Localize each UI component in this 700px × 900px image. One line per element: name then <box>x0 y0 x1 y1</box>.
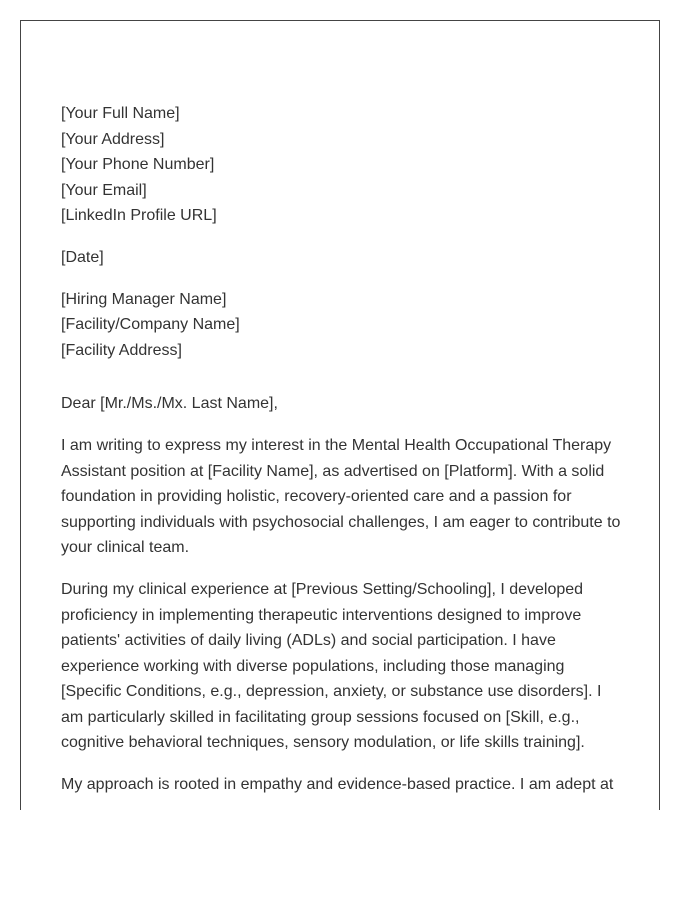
recipient-company: [Facility/Company Name] <box>61 316 240 334</box>
recipient-address: [Facility Address] <box>61 341 182 359</box>
sender-name: [Your Full Name] <box>61 105 180 122</box>
body-paragraph-2: During my clinical experience at [Previous Setting/Schooling], I developed proficiency in implementing therapeutic interventions designed to improve patients' activities of daily living (ADLs) and social participation. I have experience working with diverse populations, including those managing [Specific Conditions, e.g., depression, anxiety, or substance use disorders]. I am particularly skilled in facilitating group sessions focused on [Skill, e.g., cognitive behavioral techniques, sensory modulation, or life skills training]. <box>61 580 602 752</box>
body-paragraph-1: I am writing to express my interest in the Mental Health Occupational Therapy Assistant position at [Facility Name], as advertised on [Platform]. With a solid foundation in providing holistic, recovery-oriented care and a passion for supporting individuals with psychosocial challenges, I am eager to contribute to your clinical team. <box>61 436 621 557</box>
body-paragraph-3: My approach is rooted in empathy and evidence-based practice. I am adept at <box>61 776 614 794</box>
sender-phone: [Your Phone Number] <box>61 156 215 174</box>
salutation: Dear [Mr./Ms./Mx. Last Name], <box>61 395 278 413</box>
sender-email: [Your Email] <box>61 181 147 199</box>
sender-address: [Your Address] <box>61 130 165 148</box>
letter-page <box>20 20 660 810</box>
recipient-name: [Hiring Manager Name] <box>61 290 227 308</box>
letter-date: [Date] <box>61 248 104 266</box>
date-block <box>61 245 626 271</box>
letter-content <box>61 101 626 810</box>
sender-block <box>61 101 626 229</box>
spacer <box>61 379 626 391</box>
recipient-block <box>61 287 626 364</box>
sender-linkedin: [LinkedIn Profile URL] <box>61 207 217 225</box>
